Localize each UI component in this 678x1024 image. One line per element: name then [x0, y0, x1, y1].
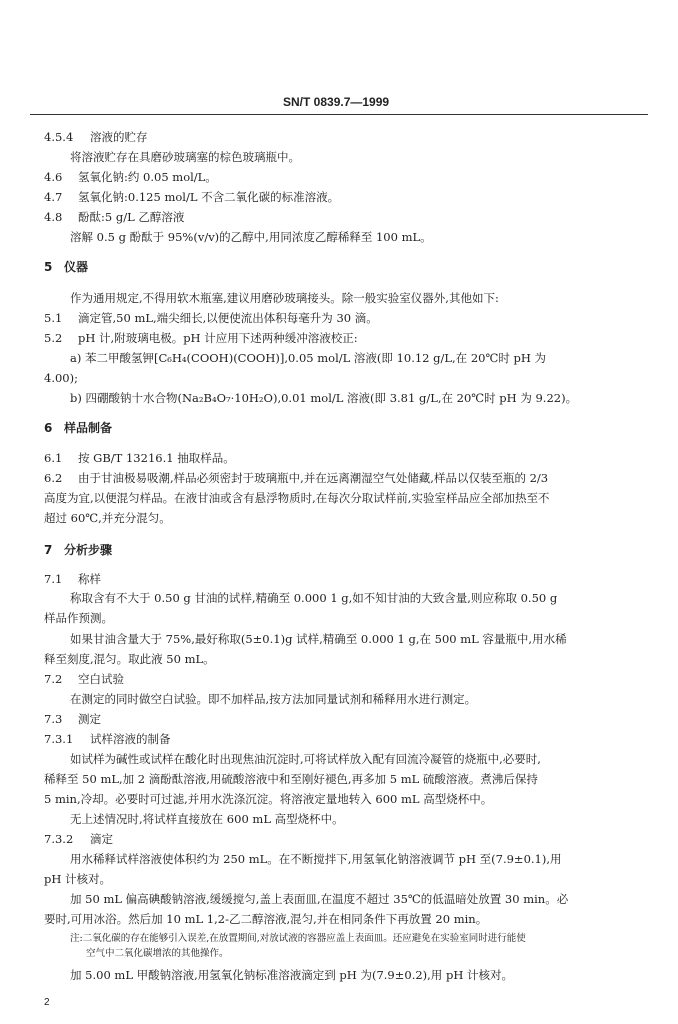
clause-6-2-number: 6.2: [44, 471, 63, 485]
clause-4-5-4-title: 溶液的贮存: [90, 130, 148, 144]
page-number: 2: [44, 997, 50, 1008]
clause-7-3-2-number: 7.3.2: [44, 832, 74, 846]
para-7-3-1a-line1: 如试样为碱性或试样在酸化时出现焦油沉淀时,可将试样放入配有回流冷凝管的烧瓶中,必要时,: [70, 752, 541, 766]
clause-7-1-title: 称样: [78, 572, 101, 586]
para-7-3-2a-line2: pH 计核对。: [44, 872, 112, 886]
clause-4-7-number: 4.7: [44, 190, 63, 204]
clause-7-1-number: 7.1: [44, 572, 63, 586]
para-7-3-2a-line1: 用水稀释试样溶液使体积约为 250 mL。在不断搅拌下,用氢氧化钠溶液调节 pH 至(7.9±0.1),用: [70, 852, 562, 866]
para-7-1a-line2: 样品作预测。: [44, 611, 113, 625]
clause-7-3-number: 7.3: [44, 712, 63, 726]
clause-6-1-number: 6.1: [44, 451, 63, 465]
clause-5-1-text: 滴定管,50 mL,端尖细长,以便使流出体积每毫升为 30 滴。: [78, 311, 378, 325]
para-7-3-2c: 加 5.00 mL 甲酸钠溶液,用氢氧化钠标准溶液滴定到 pH 为(7.9±0.2),用 pH 计核对。: [70, 968, 514, 982]
standard-number: SN/T 0839.7—1999: [283, 95, 390, 109]
clause-7-2-number: 7.2: [44, 672, 63, 686]
para-7-3-2b-line2: 要时,可用冰浴。然后加 10 mL 1,2-乙二醇溶液,混匀,并在相同条件下再放置 20 min。: [44, 912, 488, 926]
clause-4-8-number: 4.8: [44, 210, 63, 224]
para-7-3-1a-line2: 稀释至 50 mL,加 2 滴酚酞溶液,用硫酸溶液中和至刚好褪色,再多加 5 mL 硫酸溶液。煮沸后保持: [44, 772, 538, 786]
clause-7-3-2-title: 滴定: [90, 832, 113, 846]
clause-4-6-text: 氢氧化钠:约 0.05 mol/L。: [78, 170, 217, 184]
clause-4-5-4-body: 将溶液贮存在具磨砂玻璃塞的棕色玻璃瓶中。: [70, 150, 300, 164]
clause-4-8-body: 溶解 0.5 g 酚酞于 95%(v/v)的乙醇中,用同浓度乙醇稀释至 100 mL。: [70, 230, 432, 244]
clause-6-2-line1: 由于甘油极易吸潮,样品必须密封于玻璃瓶中,并在远离潮湿空气处储藏,样品以仅装至瓶的 2/3: [78, 471, 549, 485]
para-7-1a-line1: 称取含有不大于 0.50 g 甘油的试样,精确至 0.000 1 g,如不知甘油的大致含量,则应称取 0.50 g: [70, 591, 558, 605]
para-7-2: 在测定的同时做空白试验。即不加样品,按方法加同量试剂和稀释用水进行测定。: [70, 692, 477, 706]
clause-7-3-1-number: 7.3.1: [44, 732, 74, 746]
clause-5-2-number: 5.2: [44, 331, 63, 345]
section-5-title: 仪器: [64, 260, 89, 274]
section-6-title: 样品制备: [64, 421, 113, 435]
section-5-intro: 作为通用规定,不得用软木瓶塞,建议用磨砂玻璃接头。除一般实验室仪器外,其他如下:: [70, 291, 499, 305]
section-6-number: 6: [44, 421, 53, 435]
note-line1: 注:二氧化碳的存在能够引入误差,在放置期间,对放试液的容器应盖上表面皿。还应避免在实验室同时进行能使: [70, 933, 526, 944]
header-rule: [30, 114, 648, 115]
section-5-number: 5: [44, 260, 53, 274]
section-7-title: 分析步骤: [64, 543, 113, 557]
buffer-a-line1: a) 苯二甲酸氢钾[C₆H₄(COOH)(COOH)],0.05 mol/L 溶液(即 10.12 g/L,在 20℃时 pH 为: [70, 351, 547, 365]
note-line2: 空气中二氧化碳增浓的其他操作。: [86, 948, 229, 959]
section-7-number: 7: [44, 543, 53, 557]
clause-7-3-title: 测定: [78, 712, 101, 726]
para-7-3-1a-line3: 5 min,冷却。必要时可过滤,并用水洗涤沉淀。将溶液定量地转入 600 mL 高型烧杯中。: [44, 792, 493, 806]
para-7-1b-line1: 如果甘油含量大于 75%,最好称取(5±0.1)g 试样,精确至 0.000 1 g,在 500 mL 容量瓶中,用水稀: [70, 632, 567, 646]
clause-6-2-line2: 高度为宜,以便混匀样品。在液甘油或含有悬浮物质时,在每次分取试样前,实验室样品应全部加热至不: [44, 491, 550, 505]
clause-5-1-number: 5.1: [44, 311, 63, 325]
para-7-3-2b-line1: 加 50 mL 偏高碘酸钠溶液,缓缓搅匀,盖上表面皿,在温度不超过 35℃的低温暗处放置 30 min。必: [70, 892, 569, 906]
clause-4-8-text: 酚酞:5 g/L 乙醇溶液: [78, 210, 185, 224]
clause-4-5-4-number: 4.5.4: [44, 130, 74, 144]
clause-4-7-text: 氢氧化钠:0.125 mol/L 不含二氧化碳的标准溶液。: [78, 190, 340, 204]
clause-6-2-line3: 超过 60℃,并充分混匀。: [44, 511, 171, 525]
clause-7-3-1-title: 试样溶液的制备: [90, 732, 171, 746]
buffer-b-line: b) 四硼酸钠十水合物(Na₂B₄O₇·10H₂O),0.01 mol/L 溶液(即 3.81 g/L,在 20℃时 pH 为 9.22)。: [70, 391, 578, 405]
clause-6-1-text: 按 GB/T 13216.1 抽取样品。: [78, 451, 235, 465]
clause-4-6-number: 4.6: [44, 170, 63, 184]
para-7-1b-line2: 释至刻度,混匀。取此液 50 mL。: [44, 652, 215, 666]
clause-7-2-title: 空白试验: [78, 672, 124, 686]
para-7-3-1b: 无上述情况时,将试样直接放在 600 mL 高型烧杯中。: [70, 812, 344, 826]
buffer-a-line2: 4.00);: [44, 371, 78, 385]
clause-5-2-text: pH 计,附玻璃电极。pH 计应用下述两种缓冲溶液校正:: [78, 331, 358, 345]
